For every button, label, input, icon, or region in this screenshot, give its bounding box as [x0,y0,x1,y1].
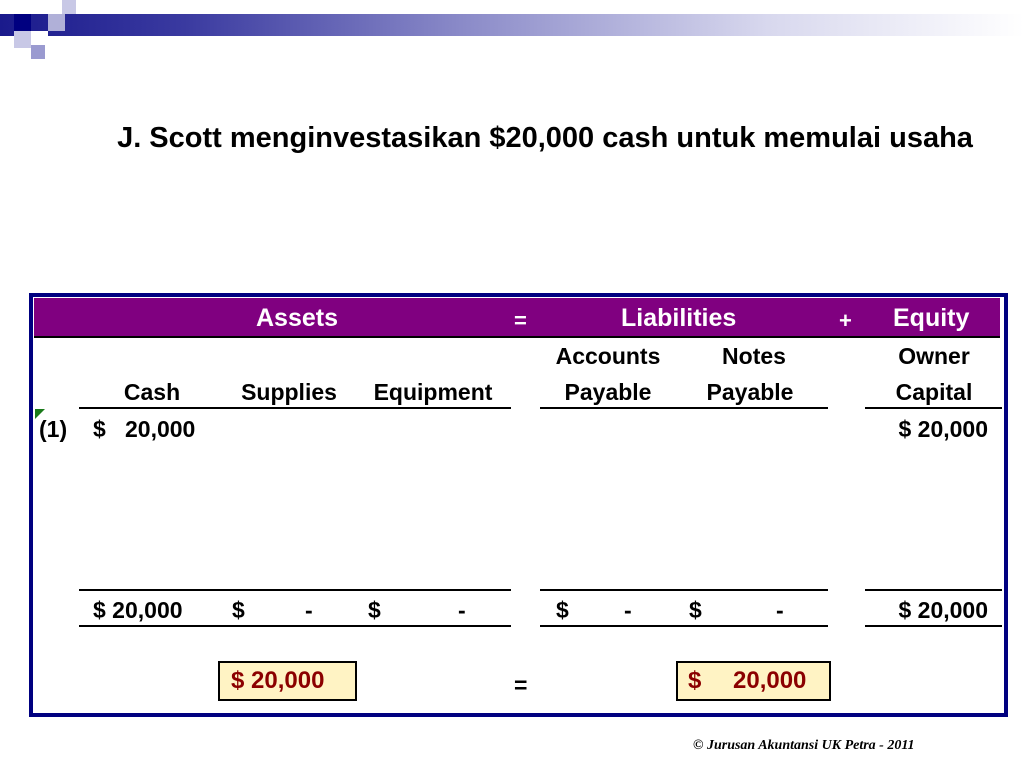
decorative-square [14,14,31,31]
total-capital: $ 20,000 [898,597,988,623]
accounting-equation-table [29,293,1008,717]
decorative-top-bar [0,14,1024,36]
total-np-value: - [776,597,784,623]
row-1-capital: $ 20,000 [898,416,988,442]
decorative-square [31,45,45,59]
decorative-square [14,31,31,48]
header-rule-assets [79,407,511,409]
col-payable-np: Payable [706,379,794,405]
row-1-cash-value: 20,000 [125,416,196,442]
row-1-label: (1) [39,416,68,442]
total-supplies-dollar: $ [232,597,245,623]
col-notes: Notes [722,343,786,369]
col-cash: Cash [123,379,181,405]
double-rule-equity [865,625,1002,627]
total-equipment-dollar: $ [368,597,381,623]
total-equipment-value: - [458,597,466,623]
total-rule-equity [865,589,1002,591]
header-rule-liabilities [540,407,828,409]
header-plus: + [839,308,852,333]
header-liabilities: Liabilities [621,304,737,332]
col-payable-ap: Payable [564,379,652,405]
col-supplies: Supplies [241,379,337,405]
liabilities-equity-value: 20,000 [733,667,807,694]
row-1-cash-dollar: $ [93,416,106,442]
col-owner: Owner [898,343,970,369]
header-rule-equity [865,407,1002,409]
total-rule-liabilities [540,589,828,591]
total-ap-value: - [624,597,632,623]
liabilities-equity-dollar: $ [688,667,702,694]
col-equipment: Equipment [373,379,493,405]
summary-equals: = [514,672,528,698]
header-equals: = [514,308,527,333]
col-accounts: Accounts [555,343,661,369]
decorative-square [62,0,76,14]
slide-title: J. Scott menginvestasikan $20,000 cash untuk memulai usaha [117,122,973,154]
decorative-square [48,14,65,31]
assets-total: $ 20,000 [231,667,325,694]
total-rule-assets [79,589,511,591]
double-rule-assets [79,625,511,627]
total-np-dollar: $ [689,597,702,623]
header-equity: Equity [893,304,970,332]
total-cash: $ 20,000 [93,597,183,623]
col-capital: Capital [895,379,973,405]
header-assets: Assets [256,304,338,332]
double-rule-liabilities [540,625,828,627]
total-supplies-value: - [305,597,313,623]
total-ap-dollar: $ [556,597,569,623]
footer-copyright: © Jurusan Akuntansi UK Petra - 2011 [693,738,915,753]
